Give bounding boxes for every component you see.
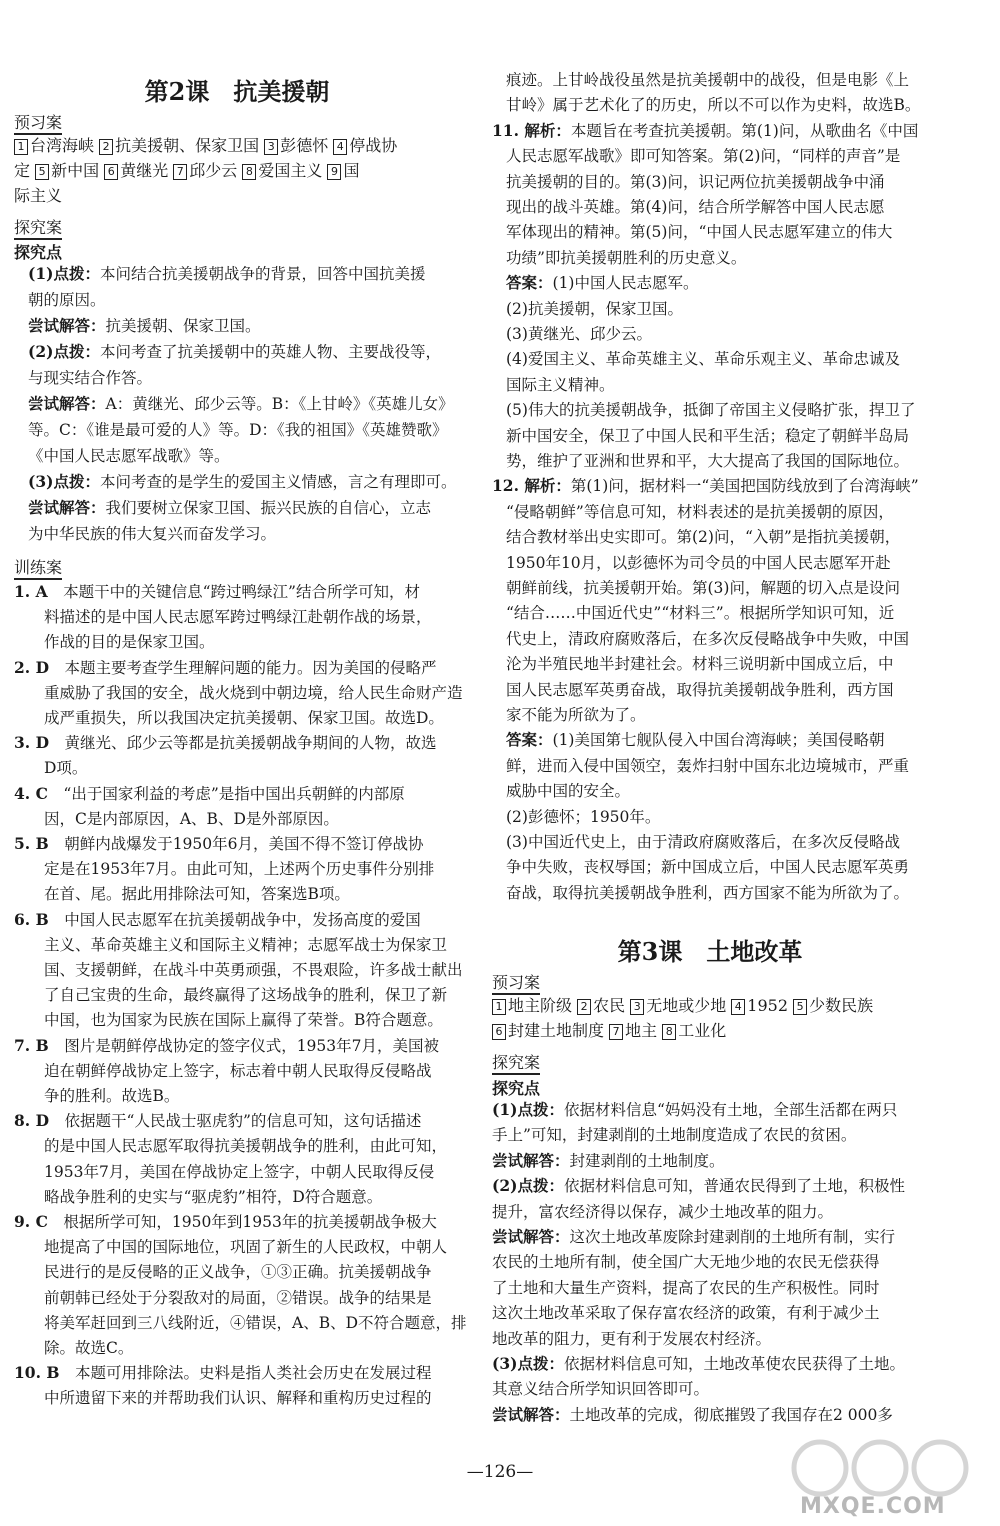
tanjiu-label-right: 探究案	[492, 1050, 540, 1075]
text-line: 朝的原因。	[28, 291, 106, 309]
text-line: (4)爱国主义、革命英雄主义、革命乐观主义、革命忠诚及	[506, 350, 900, 369]
yuxi-line	[492, 1021, 726, 1041]
item-number-box: 9	[327, 164, 341, 180]
yuxi-answer-text: 1952	[747, 996, 794, 1015]
text-line: 尝试解答：我们要树立保家卫国、振兴民族的自信心，立志	[28, 498, 432, 517]
yuxi-answer-text: 停战协	[349, 136, 398, 155]
item-number-box: 6	[492, 1024, 506, 1040]
item-number-box: 7	[609, 1024, 623, 1040]
text-line: 这次土地改革采取了保存富农经济的政策，有利于减少土	[492, 1304, 880, 1323]
text-line: 7. B 图片是朝鲜停战协定的签字仪式，1953年7月，美国被	[14, 1035, 439, 1055]
item-number-box: 2	[99, 139, 113, 155]
yuxi-answer-text: 台湾海峡	[30, 136, 100, 155]
text-line: 答案：(1)中国人民志愿军。	[506, 273, 699, 293]
item-number-box: 3	[630, 999, 644, 1015]
text-line: 1950年10月，以彭德怀为司令员的中国人民志愿军开赴	[506, 553, 891, 572]
text-line: (3)黄继光、邱少云。	[506, 325, 652, 343]
yuxi-answer-text: 少数民族	[809, 996, 874, 1015]
text-line: 结合教材举出史实即可。第(2)问，“入朝”是指抗美援朝，	[506, 528, 901, 547]
text-line: 的是中国人民志愿军取得抗美援朝战争的胜利，由此可知，	[44, 1137, 448, 1156]
text-line: 手上”可知，封建剥削的土地制度造成了农民的贫困。	[492, 1126, 857, 1145]
yuxi-answer-text: 地主	[625, 1021, 663, 1040]
yuxi-answer-text: 抗美援朝、保家卫国	[115, 136, 265, 155]
text-line: 在首、尾。据此用排除法可知，答案选B项。	[44, 885, 350, 904]
tanjiu-label-left: 探究案	[14, 215, 62, 240]
text-line: 重威胁了我国的安全，战火烧到中朝边境，给人民生命财产造	[44, 683, 463, 702]
item-number-box: 4	[731, 999, 745, 1015]
item-number-box: 1	[14, 139, 28, 155]
text-line: 与现实结合作答。	[28, 369, 153, 387]
text-line: “结合……中国近代史”“材料三”。根据所学知识可知，近	[506, 604, 895, 623]
text-line: 为中华民族的伟大复兴而奋发学习。	[28, 525, 277, 543]
item-number-box: 1	[492, 999, 506, 1015]
text-line: 尝试解答：土地改革的完成，彻底摧毁了我国存在2 000多	[492, 1404, 893, 1424]
text-line: 4. C “出于国家利益的考虑”是指中国出兵朝鲜的内部原	[14, 783, 405, 803]
text-line: 10. B 本题可用排除法。史料是指人类社会历史在发展过程	[14, 1363, 432, 1383]
text-line: 功绩”即抗美援朝胜利的历史意义。	[506, 248, 747, 267]
text-line: 威胁中国的安全。	[506, 782, 631, 801]
text-line: 国、支援朝鲜，在战斗中英勇顽强，不畏艰险，许多战士献出	[44, 961, 463, 979]
text-line: 定是在1953年7月。由此可知，上述两个历史事件分别排	[44, 860, 435, 879]
item-number-box: 6	[104, 164, 118, 180]
yuxi-line	[492, 996, 873, 1016]
lesson3-title: 第3课 土地改革	[617, 937, 803, 966]
text-line: 中所遗留下来的并帮助我们认识、解释和重构历史过程的	[44, 1389, 432, 1408]
text-line: 将美军赶回到三八线附近，④错误，A、B、D不符合题意，排	[44, 1313, 467, 1332]
item-number-box: 2	[577, 999, 591, 1015]
yuxi-answer-text: 封建土地制度	[508, 1021, 610, 1040]
text-line: (5)伟大的抗美援朝战争，抵御了帝国主义侵略扩张，捍卫了	[506, 401, 916, 420]
text-line: 势，维护了亚洲和世界和平，大大提高了我国的国际地位。	[506, 452, 910, 470]
text-line: 痕迹。上甘岭战役虽然是抗美援朝中的战役，但是电影《上	[506, 71, 910, 89]
item-number-box: 8	[242, 164, 256, 180]
text-line: 代史上，清政府腐败落后，在多次反侵略战争中失败，中国	[506, 629, 910, 648]
yuxi-answer-text: 农民	[593, 996, 631, 1015]
yuxi-line	[14, 136, 397, 156]
yuxi-answer-text: 无地或少地	[646, 996, 732, 1015]
yuxi-answer-text: 黄继光	[120, 161, 174, 180]
text-line: 抗美援朝的目的。第(3)问，识记两位抗美援朝战争中涌	[506, 172, 885, 191]
text-line: 前朝韩已经处于分裂敌对的局面，②错误。战争的结果是	[44, 1288, 432, 1307]
yuxi-label-left: 预习案	[14, 110, 62, 135]
text-line: 现出的战斗英雄。第(4)问，结合所学解答中国人民志愿	[506, 198, 885, 216]
item-number-box: 5	[35, 164, 49, 180]
xunlian-label: 训练案	[14, 555, 62, 580]
yuxi-line	[14, 186, 62, 206]
text-line: (3)点拨：本问考查的是学生的爱国主义情感，言之有理即可。	[28, 472, 457, 491]
text-line: 因，C是内部原因，A、B、D是外部原因。	[44, 809, 339, 828]
text-line: 沦为半殖民地半封建社会。材料三说明新中国成立后，中	[506, 655, 894, 674]
text-line: 12. 解析：第(1)问，据材料一“美国把国防线放到了台湾海峡”	[492, 476, 919, 496]
text-line: 5. B 朝鲜内战爆发于1950年6月，美国不得不签订停战协	[14, 834, 424, 853]
text-line: 略战争胜利的史实与“驱虎豹”相符，D符合题意。	[44, 1187, 383, 1206]
text-line: 8. D 依据题干“人民战士驱虎豹”的信息可知，这句话描述	[14, 1111, 422, 1131]
yuxi-answer-text: 新中国	[51, 161, 105, 180]
text-line: 朝鲜前线，抗美援朝开始。第(3)问，解题的切入点是设问	[506, 579, 900, 597]
tanjiudian-label-right: 探究点	[492, 1079, 541, 1098]
text-line: 迫在朝鲜停战协定上签字，标志着中朝人民取得反侵略战	[44, 1061, 432, 1080]
text-line: 鲜，进而入侵中国领空，轰炸扫射中国东北边境城市，严重	[506, 756, 910, 775]
text-line: 了土地和大量生产资料，提高了农民的生产积极性。同时	[492, 1278, 880, 1297]
text-line: 3. D 黄继光、邱少云等都是抗美援朝战争期间的人物，故选	[14, 733, 437, 753]
yuxi-line	[14, 161, 359, 181]
text-line: 中国，也为国家为民族在国际上赢得了荣誉。B符合题意。	[44, 1011, 443, 1030]
item-number-box: 8	[662, 1024, 676, 1040]
page-number: —126—	[466, 1462, 534, 1482]
text-line: 军体现出的精神。第(5)问，“中国人民志愿军建立的伟大	[506, 223, 893, 242]
yuxi-answer-text: 际主义	[14, 186, 63, 205]
text-line: 主义、革命英雄主义和国际主义精神；志愿军战士为保家卫	[44, 935, 448, 954]
text-line: 农民的土地所有制，使全国广大无地少地的农民无偿获得	[492, 1253, 880, 1272]
text-line: 尝试解答：封建剥削的土地制度。	[492, 1150, 725, 1170]
text-line: (3)中国近代史上，由于清政府腐败落后，在多次反侵略战	[506, 833, 900, 851]
lesson2-title: 第2课 抗美援朝	[144, 77, 330, 106]
yuxi-answer-text: 地主阶级	[508, 996, 578, 1015]
yuxi-answer-text: 工业化	[678, 1021, 727, 1040]
text-line: 地提高了中国的国际地位，巩固了新生的人民政权，中朝人	[44, 1238, 448, 1257]
text-line: 新中国安全，保卫了中国人民和平生活；稳定了朝鲜半岛局	[506, 426, 910, 445]
text-line: 尝试解答：抗美援朝、保家卫国。	[28, 316, 261, 335]
text-line: 成严重损失，所以我国决定抗美援朝、保家卫国。故选D。	[44, 709, 444, 727]
text-line: 了自己宝贵的生命，最终赢得了这场战争的胜利，保卫了新	[44, 986, 448, 1005]
yuxi-answer-text: 爱国主义	[258, 161, 328, 180]
text-line: 提升，富农经济得以保存，减少土地改革的阻力。	[492, 1202, 834, 1221]
text-line: 家不能为所欲为了。	[506, 706, 646, 724]
text-line: (2)抗美援朝，保家卫国。	[506, 299, 683, 318]
text-line: “侵略朝鲜”等信息可知，材料表述的是抗美援朝的原因，	[506, 502, 894, 521]
watermark-url: MXQE.COM	[800, 1494, 946, 1519]
text-line: 人民志愿军战歌》即可知答案。第(2)问，“同样的声音”是	[506, 147, 901, 166]
item-number-box: 5	[793, 999, 807, 1015]
text-line: 《中国人民志愿军战歌》等。	[28, 447, 230, 465]
text-line: 争的胜利。故选B。	[44, 1087, 180, 1105]
text-line: 甘岭》属于艺术化了的历史，所以不可以作为史料，故选B。	[506, 96, 921, 115]
text-line: 争中失败，丧权辱国；新中国成立后，中国人民志愿军英勇	[506, 858, 910, 877]
text-line: 1. A 本题干中的关键信息“跨过鸭绿江”结合所学可知，材	[14, 582, 420, 601]
text-line: 作战的目的是保家卫国。	[44, 633, 215, 652]
text-line: 除。故选C。	[44, 1339, 134, 1357]
text-line: 地改革的阻力，更有利于发展农村经济。	[492, 1329, 772, 1348]
text-line: 其意义结合所学知识回答即可。	[492, 1380, 710, 1399]
text-line: (2)彭德怀；1950年。	[506, 807, 661, 826]
text-line: 尝试解答：这次土地改革废除封建剥削的土地所有制，实行	[492, 1227, 896, 1246]
yuxi-answer-text: 国	[343, 161, 360, 180]
item-number-box: 7	[173, 164, 187, 180]
text-line: (2)点拨：依据材料信息可知，普通农民得到了土地，积极性	[492, 1176, 905, 1196]
text-line: D项。	[44, 759, 88, 778]
yuxi-label-right: 预习案	[492, 970, 540, 995]
text-line: 9. C 根据所学可知，1950年到1953年的抗美援朝战争极大	[14, 1212, 437, 1231]
text-line: (1)点拨：本问结合抗美援朝战争的背景，回答中国抗美援	[28, 264, 426, 283]
text-line: 答案：(1)美国第七舰队侵入中国台湾海峡；美国侵略朝	[506, 730, 885, 750]
text-line: 尝试解答：A：黄继光、邱少云等。B：《上甘岭》《英雄儿女》	[28, 394, 454, 413]
text-line: (3)点拨：依据材料信息可知，土地改革使农民获得了土地。	[492, 1354, 905, 1373]
text-line: (2)点拨：本问考查了抗美援朝中的英雄人物、主要战役等，	[28, 342, 441, 361]
text-line: 国人民志愿军英勇奋战，取得抗美援朝战争胜利，西方国	[506, 680, 894, 699]
yuxi-answer-text: 定	[14, 161, 36, 180]
text-line: 1953年7月，美国在停战协定上签字，中朝人民取得反侵	[44, 1162, 435, 1181]
item-number-box: 3	[264, 139, 278, 155]
text-line: 民进行的是反侵略的正义战争，①③正确。抗美援朝战争	[44, 1263, 432, 1282]
yuxi-answer-text: 彭德怀	[280, 136, 334, 155]
text-line: 6. B 中国人民志愿军在抗美援朝战争中，发扬高度的爱国	[14, 909, 421, 929]
text-line: 国际主义精神。	[506, 375, 615, 394]
item-number-box: 4	[333, 139, 347, 155]
tanjiudian-label-left: 探究点	[14, 243, 63, 262]
text-line: 2. D 本题主要考查学生理解问题的能力。因为美国的侵略严	[14, 657, 437, 677]
text-line: 奋战，取得抗美援朝战争胜利，西方国家不能为所欲为了。	[506, 883, 910, 902]
text-line: 11. 解析：本题旨在考查抗美援朝。第(1)问，从歌曲名《中国	[492, 120, 919, 140]
text-line: (1)点拨：依据材料信息“妈妈没有土地，全部生活都在两只	[492, 1100, 898, 1119]
text-line: 等。C：《谁是最可爱的人》等。D：《我的祖国》《英雄赞歌》	[28, 421, 448, 439]
yuxi-answer-text: 邱少云	[189, 161, 243, 180]
text-line: 料描述的是中国人民志愿军跨过鸭绿江赴朝作战的场景，	[44, 608, 432, 627]
